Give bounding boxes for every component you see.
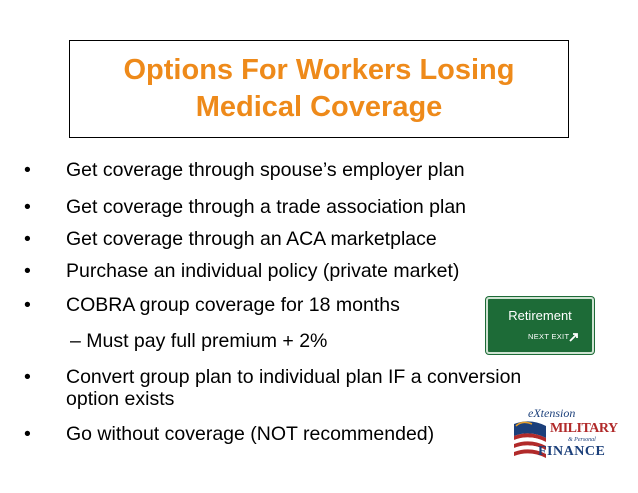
title-line-2: Medical Coverage — [195, 91, 443, 123]
bullet-marker: • — [24, 196, 31, 218]
bullet-text: Get coverage through an ACA marketplace — [66, 228, 437, 250]
logo-extension-text: eXtension — [528, 406, 576, 420]
title-line-1: Options For Workers Losing — [123, 54, 515, 86]
bullet-text: COBRA group coverage for 18 months — [66, 294, 400, 316]
bullet-marker: • — [24, 260, 31, 282]
bullet-marker: • — [24, 294, 31, 316]
logo-personal-text: & Personal — [568, 437, 596, 443]
bullet-marker: • — [24, 366, 31, 388]
sub-bullet: – Must pay full premium + 2% — [70, 330, 328, 352]
bullet-text: Purchase an individual policy (private market) — [66, 260, 460, 282]
bullet-marker: • — [24, 159, 31, 181]
logo-finance-text: FINANCE — [538, 444, 606, 459]
sign-title: Retirement — [508, 308, 572, 323]
military-finance-logo — [508, 406, 618, 466]
arrow-up-right-icon — [568, 331, 580, 343]
logo-military-text: MILITARY — [550, 421, 618, 436]
slide-title — [69, 40, 569, 138]
bullet-marker: • — [24, 423, 31, 445]
retirement-sign — [486, 297, 594, 354]
bullet-text: Get coverage through spouse’s employer plan — [66, 159, 465, 181]
bullet-continuation: option exists — [66, 388, 175, 410]
bullet-text: Get coverage through a trade association plan — [66, 196, 467, 218]
sign-subtitle: NEXT EXIT — [528, 332, 570, 341]
bullet-text: Convert group plan to individual plan IF a conversion — [66, 366, 522, 388]
bullet-text: Go without coverage (NOT recommended) — [66, 423, 435, 445]
bullet-marker: • — [24, 228, 31, 250]
